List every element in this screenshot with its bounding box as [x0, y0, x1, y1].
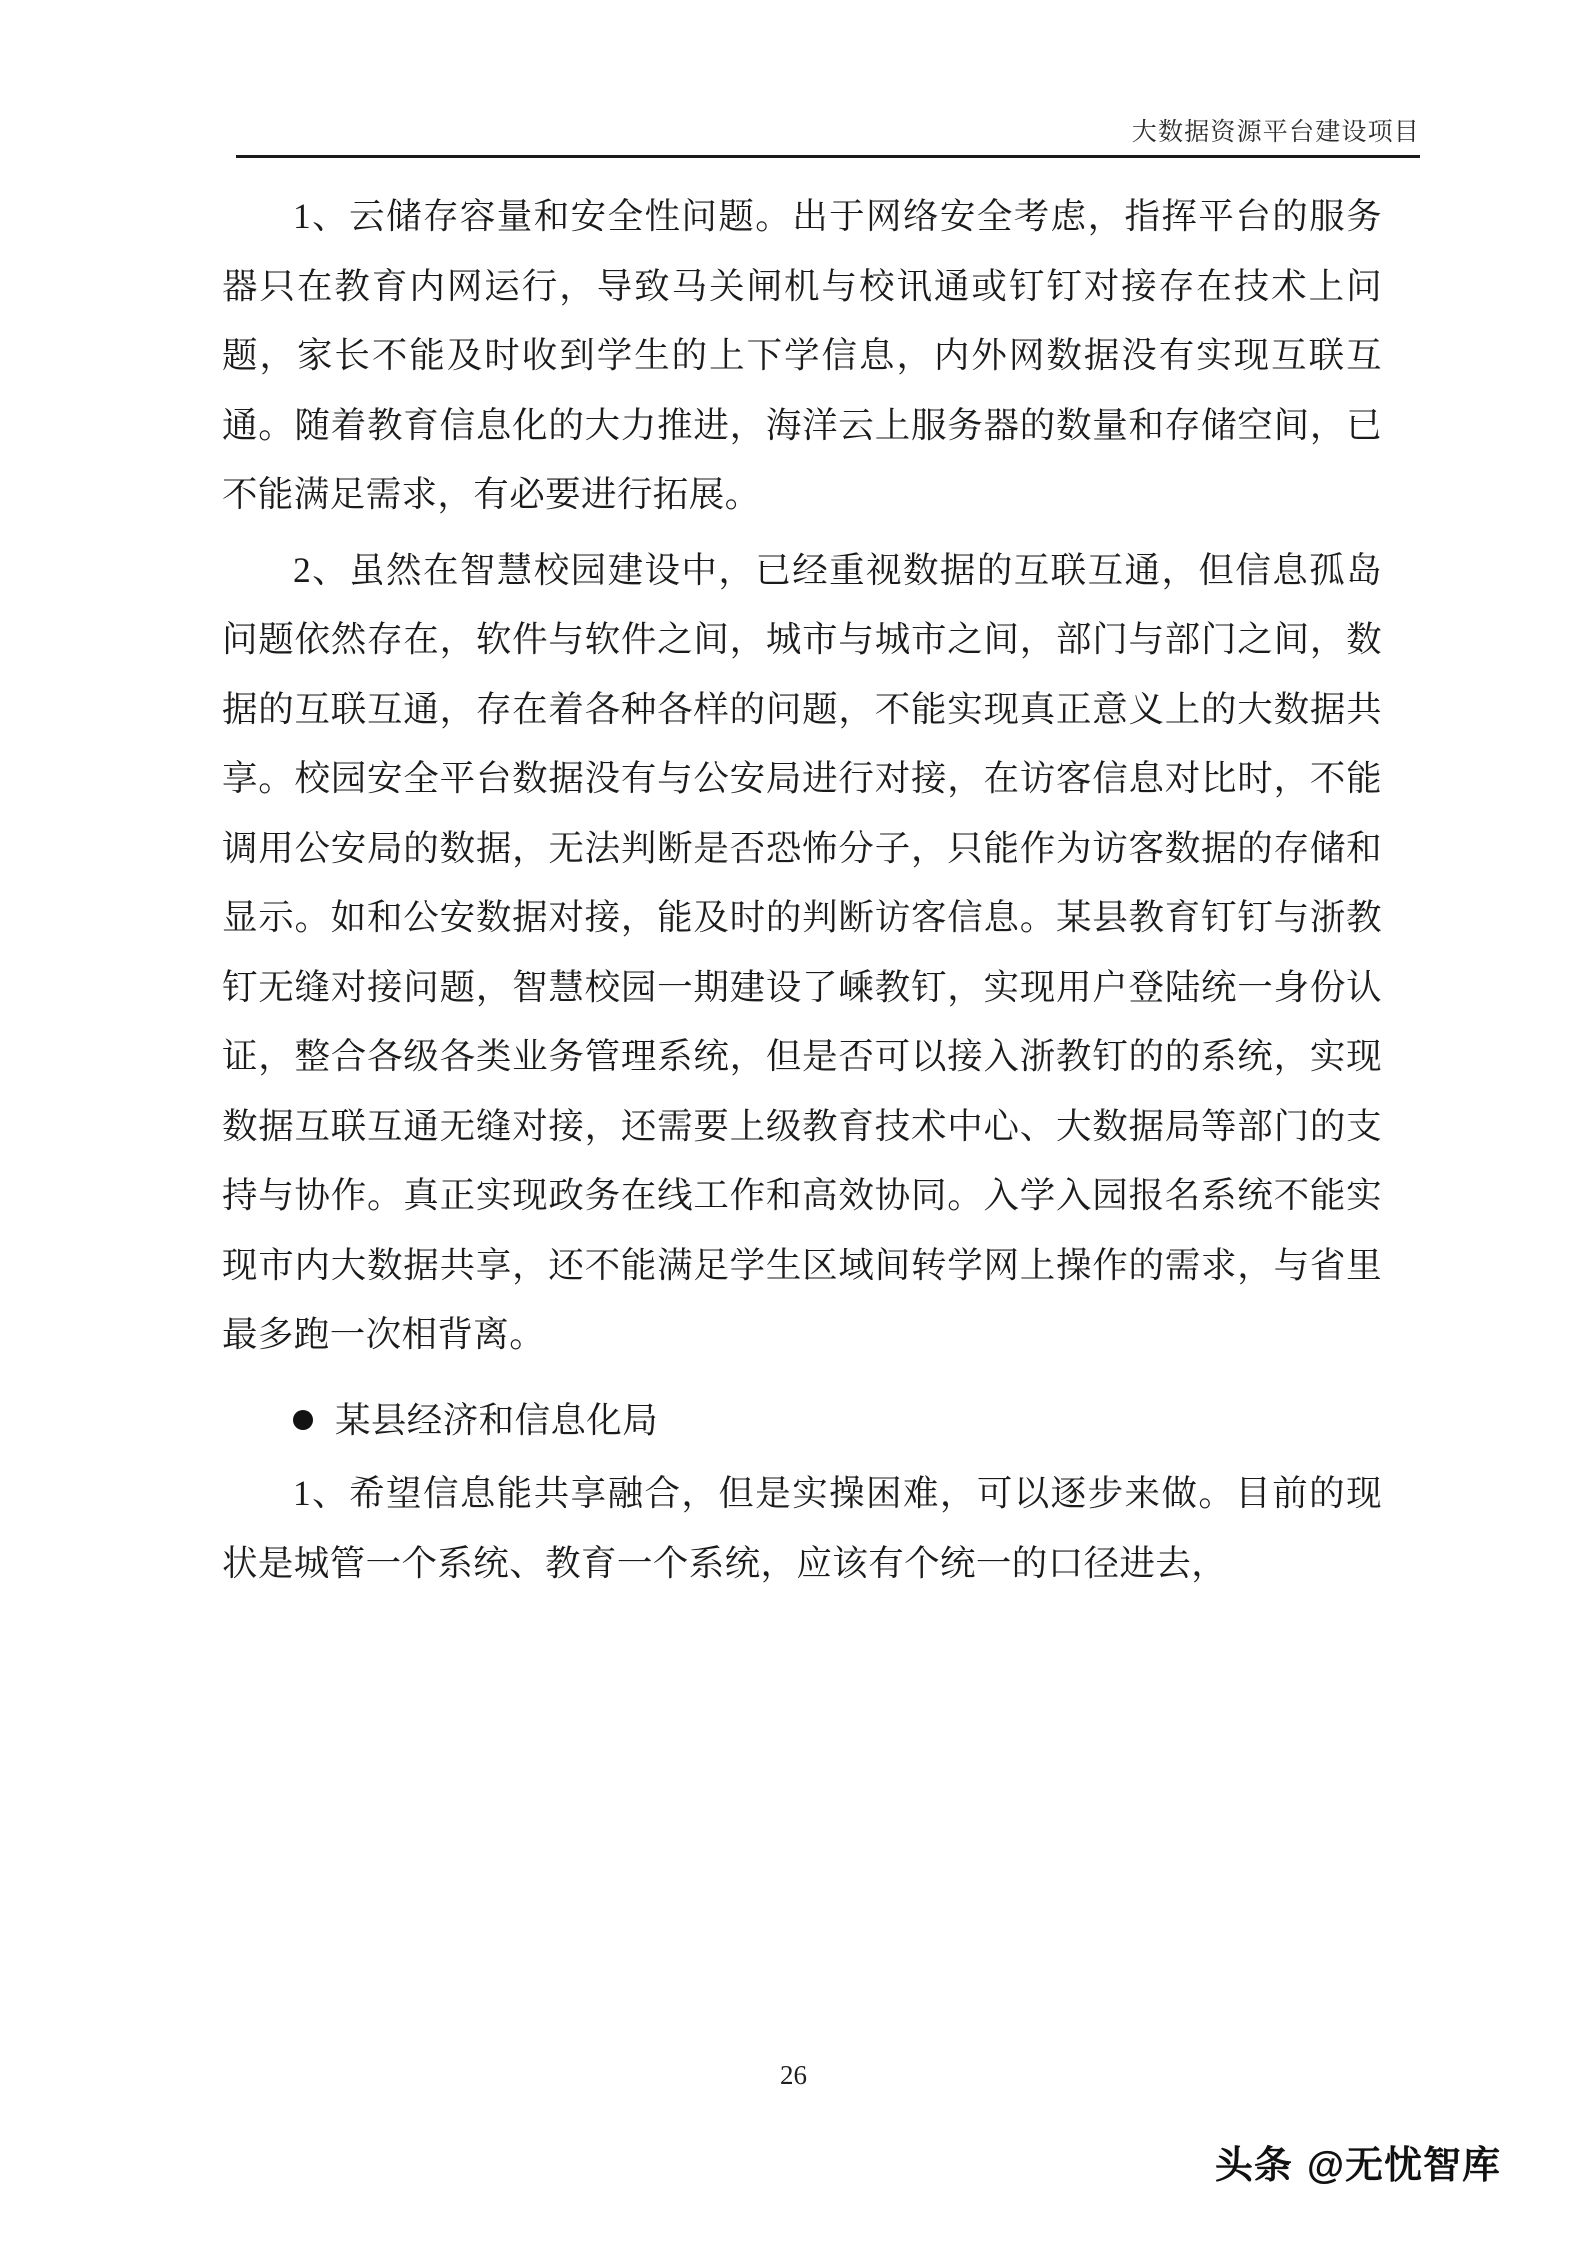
bullet-item-label: 某县经济和信息化局 [335, 1399, 659, 1440]
paragraph-data-island: 2、虽然在智慧校园建设中，已经重视数据的互联互通，但信息孤岛问题依然存在，软件与软件之间，城市与城市之间，部门与部门之间，数据的互联互通，存在着各种各样的问题，不能实现真正意义上的大数据共享。校园安全平台数据没有与公安局进行对接，在访客信息对比时，不能调用公安局的数据，无法判断是否恐怖分子，只能作为访客数据的存储和显示。如和公安数据对接，能及时的判断访客信息。某县教育钉钉与浙教钉无缝对接问题，智慧校园一期建设了嵊教钉，实现用户登陆统一身份认证，整合各级各类业务管理系统，但是否可以接入浙教钉的的系统，实现数据互联互通无缝对接，还需要上级教育技术中心、大数据局等部门的支持与协作。真正实现政务在线工作和高效协同。入学入园报名系统不能实现市内大数据共享，还不能满足学生区域间转学网上操作的需求，与省里最多跑一次相背离。 [222, 549, 1382, 1354]
bullet-item-econ-info-bureau [222, 1386, 1382, 1456]
document-body [222, 182, 1382, 1604]
header-title: 大数据资源平台建设项目 [1131, 119, 1420, 146]
watermark [1215, 2134, 1501, 2189]
header-divider [236, 155, 1420, 158]
page-number: 26 [780, 2060, 807, 2090]
watermark-brand: 头条 [1214, 2145, 1293, 2187]
paragraph-share-fusion: 1、希望信息能共享融合，但是实操困难，可以逐步来做。目前的现状是城管一个系统、教育一个系统，应该有个统一的口径进去， [222, 1473, 1382, 1583]
watermark-handle: @无忧智库 [1306, 2145, 1501, 2187]
page-header [236, 112, 1420, 158]
paragraph-cloud-storage: 1、云储存容量和安全性问题。出于网络安全考虑，指挥平台的服务器只在教育内网运行，导致马关闸机与校讯通或钉钉对接存在技术上问题，家长不能及时收到学生的上下学信息，内外网数据没有实现互联互通。随着教育信息化的大力推进，海洋云上服务器的数量和存储空间，已不能满足需求，有必要进行拓展。 [222, 196, 1382, 514]
bullet-dot-icon [293, 1410, 313, 1430]
